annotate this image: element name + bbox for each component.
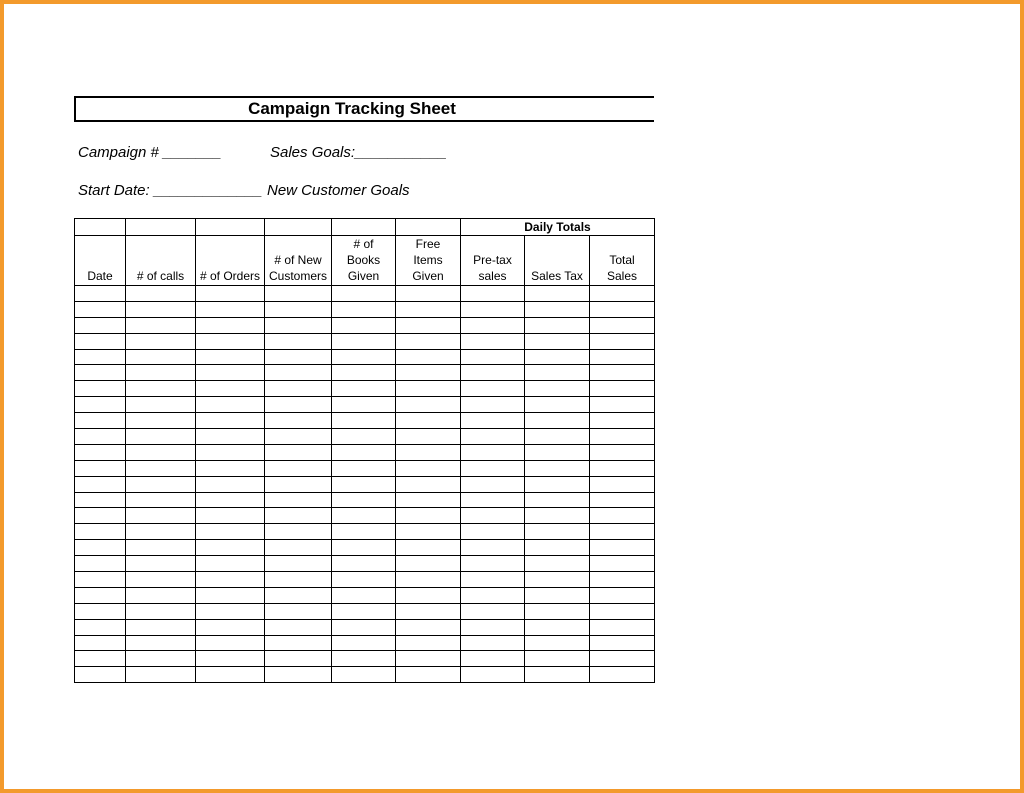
table-cell[interactable] bbox=[461, 349, 525, 365]
table-cell[interactable] bbox=[75, 349, 126, 365]
table-cell[interactable] bbox=[265, 429, 332, 445]
table-cell[interactable] bbox=[396, 540, 461, 556]
table-cell[interactable] bbox=[265, 301, 332, 317]
table-cell[interactable] bbox=[196, 476, 265, 492]
column-header-label: # of Orders bbox=[199, 269, 261, 283]
table-cell[interactable] bbox=[265, 286, 332, 302]
table-cell[interactable] bbox=[265, 365, 332, 381]
table-cell[interactable] bbox=[590, 540, 655, 556]
table-cell[interactable] bbox=[332, 619, 396, 635]
column-header-label: Date bbox=[87, 269, 113, 283]
table-cell[interactable] bbox=[126, 397, 196, 413]
table-cell[interactable] bbox=[196, 603, 265, 619]
table-row bbox=[75, 444, 655, 460]
table-cell[interactable] bbox=[332, 556, 396, 572]
table-cell[interactable] bbox=[396, 587, 461, 603]
table-cell[interactable] bbox=[525, 286, 590, 302]
table-cell[interactable] bbox=[126, 540, 196, 556]
column-header-label: # of Books Given bbox=[346, 237, 381, 283]
table-cell[interactable] bbox=[126, 635, 196, 651]
table-cell[interactable] bbox=[525, 556, 590, 572]
table-cell[interactable] bbox=[196, 508, 265, 524]
table-cell[interactable] bbox=[590, 349, 655, 365]
table-cell[interactable] bbox=[396, 556, 461, 572]
table-cell[interactable] bbox=[461, 365, 525, 381]
table-cell[interactable] bbox=[196, 540, 265, 556]
table-cell[interactable] bbox=[332, 667, 396, 683]
column-header-label: Pre-tax sales bbox=[473, 253, 512, 283]
table-cell[interactable] bbox=[461, 556, 525, 572]
table-cell[interactable] bbox=[196, 444, 265, 460]
table-cell[interactable] bbox=[396, 429, 461, 445]
table-cell[interactable] bbox=[525, 444, 590, 460]
table-cell[interactable] bbox=[590, 317, 655, 333]
table-cell[interactable] bbox=[332, 365, 396, 381]
table-cell[interactable] bbox=[461, 667, 525, 683]
group-header-row bbox=[75, 219, 655, 236]
table-cell[interactable] bbox=[525, 413, 590, 429]
table-cell[interactable] bbox=[265, 413, 332, 429]
table-cell[interactable] bbox=[126, 413, 196, 429]
table-cell[interactable] bbox=[196, 460, 265, 476]
table-row bbox=[75, 476, 655, 492]
table-cell[interactable] bbox=[461, 619, 525, 635]
table-cell[interactable] bbox=[265, 476, 332, 492]
table-cell[interactable] bbox=[396, 286, 461, 302]
table-cell[interactable] bbox=[590, 587, 655, 603]
table-cell[interactable] bbox=[196, 619, 265, 635]
table-cell[interactable] bbox=[126, 492, 196, 508]
table-row bbox=[75, 317, 655, 333]
column-header-pretax-sales bbox=[461, 236, 525, 286]
table-cell[interactable] bbox=[590, 651, 655, 667]
column-header-row bbox=[75, 236, 655, 286]
table-cell[interactable] bbox=[525, 349, 590, 365]
table-cell bbox=[75, 219, 126, 236]
table-cell[interactable] bbox=[196, 381, 265, 397]
table-cell[interactable] bbox=[461, 286, 525, 302]
table-row bbox=[75, 333, 655, 349]
table-cell[interactable] bbox=[461, 429, 525, 445]
table-cell[interactable] bbox=[126, 508, 196, 524]
table-cell[interactable] bbox=[126, 476, 196, 492]
column-header-calls bbox=[126, 236, 196, 286]
table-cell[interactable] bbox=[396, 651, 461, 667]
table-cell[interactable] bbox=[461, 381, 525, 397]
table-cell[interactable] bbox=[332, 413, 396, 429]
table-cell[interactable] bbox=[461, 635, 525, 651]
table-cell[interactable] bbox=[265, 572, 332, 588]
table-cell[interactable] bbox=[126, 667, 196, 683]
table-cell[interactable] bbox=[126, 333, 196, 349]
table-cell[interactable] bbox=[396, 667, 461, 683]
table-cell[interactable] bbox=[525, 333, 590, 349]
table-cell[interactable] bbox=[75, 587, 126, 603]
table-cell[interactable] bbox=[396, 301, 461, 317]
table-cell[interactable] bbox=[590, 286, 655, 302]
table-cell[interactable] bbox=[461, 413, 525, 429]
table-cell[interactable] bbox=[590, 301, 655, 317]
table-cell[interactable] bbox=[196, 667, 265, 683]
table-row bbox=[75, 508, 655, 524]
table-cell[interactable] bbox=[525, 651, 590, 667]
table-cell[interactable] bbox=[396, 381, 461, 397]
table-cell[interactable] bbox=[590, 429, 655, 445]
table-cell[interactable] bbox=[126, 619, 196, 635]
table-cell[interactable] bbox=[590, 397, 655, 413]
column-header-new-customers bbox=[265, 236, 332, 286]
table-cell[interactable] bbox=[126, 381, 196, 397]
table-cell[interactable] bbox=[196, 286, 265, 302]
table-cell[interactable] bbox=[196, 572, 265, 588]
table-cell[interactable] bbox=[265, 397, 332, 413]
table-cell[interactable] bbox=[332, 587, 396, 603]
table-row bbox=[75, 365, 655, 381]
table-row bbox=[75, 349, 655, 365]
table-cell[interactable] bbox=[75, 397, 126, 413]
table-cell[interactable] bbox=[75, 572, 126, 588]
table-cell[interactable] bbox=[590, 603, 655, 619]
campaign-number-field[interactable]: Campaign # _______ bbox=[78, 144, 222, 161]
table-cell[interactable] bbox=[396, 444, 461, 460]
table-cell[interactable] bbox=[525, 508, 590, 524]
table-cell[interactable] bbox=[396, 349, 461, 365]
table-cell[interactable] bbox=[461, 508, 525, 524]
table-cell[interactable] bbox=[75, 635, 126, 651]
table-cell[interactable] bbox=[265, 667, 332, 683]
table-cell[interactable] bbox=[590, 492, 655, 508]
column-header-label: # of calls bbox=[136, 269, 185, 283]
table-cell[interactable] bbox=[396, 524, 461, 540]
table-cell[interactable] bbox=[332, 397, 396, 413]
table-cell[interactable] bbox=[75, 476, 126, 492]
table-cell[interactable] bbox=[332, 317, 396, 333]
table-cell[interactable] bbox=[461, 476, 525, 492]
table-cell[interactable] bbox=[332, 349, 396, 365]
table-cell[interactable] bbox=[332, 444, 396, 460]
column-header-label: Free Items Given bbox=[412, 237, 444, 283]
table-cell[interactable] bbox=[196, 349, 265, 365]
column-header-total-sales bbox=[590, 236, 655, 286]
table-cell[interactable] bbox=[75, 429, 126, 445]
sales-goals-field[interactable]: Sales Goals:___________ bbox=[270, 144, 447, 161]
table-cell[interactable] bbox=[525, 635, 590, 651]
table-cell[interactable] bbox=[525, 524, 590, 540]
table-cell[interactable] bbox=[126, 286, 196, 302]
table-cell[interactable] bbox=[396, 476, 461, 492]
table-cell[interactable] bbox=[396, 365, 461, 381]
table-cell[interactable] bbox=[525, 603, 590, 619]
column-header-sales-tax bbox=[525, 236, 590, 286]
table-row bbox=[75, 397, 655, 413]
table-cell[interactable] bbox=[396, 413, 461, 429]
table-cell[interactable] bbox=[332, 635, 396, 651]
table-cell[interactable] bbox=[396, 397, 461, 413]
table-cell[interactable] bbox=[265, 492, 332, 508]
table-cell bbox=[196, 219, 265, 236]
table-cell[interactable] bbox=[461, 333, 525, 349]
table-cell[interactable] bbox=[332, 572, 396, 588]
table-cell[interactable] bbox=[265, 381, 332, 397]
table-cell[interactable] bbox=[525, 619, 590, 635]
column-header-books-given bbox=[332, 236, 396, 286]
table-row bbox=[75, 572, 655, 588]
table-cell[interactable] bbox=[75, 301, 126, 317]
table-cell[interactable] bbox=[332, 460, 396, 476]
table-cell[interactable] bbox=[126, 444, 196, 460]
table-cell[interactable] bbox=[126, 603, 196, 619]
table-cell[interactable] bbox=[196, 413, 265, 429]
table-cell[interactable] bbox=[590, 524, 655, 540]
table-cell[interactable] bbox=[332, 381, 396, 397]
table-cell[interactable] bbox=[590, 556, 655, 572]
table-cell[interactable] bbox=[196, 301, 265, 317]
table-row bbox=[75, 524, 655, 540]
table-cell bbox=[332, 219, 396, 236]
table-cell[interactable] bbox=[461, 587, 525, 603]
table-cell[interactable] bbox=[196, 635, 265, 651]
table-cell[interactable] bbox=[265, 651, 332, 667]
table-cell[interactable] bbox=[590, 476, 655, 492]
table-cell[interactable] bbox=[590, 667, 655, 683]
table-cell[interactable] bbox=[396, 603, 461, 619]
table-cell[interactable] bbox=[590, 572, 655, 588]
table-cell[interactable] bbox=[590, 333, 655, 349]
table-cell[interactable] bbox=[332, 540, 396, 556]
table-cell[interactable] bbox=[265, 556, 332, 572]
table-cell[interactable] bbox=[75, 540, 126, 556]
table-cell[interactable] bbox=[126, 651, 196, 667]
table-cell[interactable] bbox=[196, 492, 265, 508]
table-cell bbox=[265, 219, 332, 236]
table-row bbox=[75, 619, 655, 635]
table-cell[interactable] bbox=[525, 667, 590, 683]
table-row bbox=[75, 635, 655, 651]
table-cell[interactable] bbox=[525, 476, 590, 492]
table-cell[interactable] bbox=[332, 508, 396, 524]
table-cell[interactable] bbox=[75, 667, 126, 683]
table-cell[interactable] bbox=[525, 365, 590, 381]
table-cell[interactable] bbox=[75, 524, 126, 540]
table-cell[interactable] bbox=[525, 572, 590, 588]
column-header-free-items bbox=[396, 236, 461, 286]
table-cell[interactable] bbox=[525, 429, 590, 445]
table-cell[interactable] bbox=[265, 333, 332, 349]
table-cell[interactable] bbox=[196, 429, 265, 445]
title-bar bbox=[74, 96, 654, 122]
table-cell[interactable] bbox=[265, 460, 332, 476]
table-cell[interactable] bbox=[396, 333, 461, 349]
table-cell[interactable] bbox=[461, 444, 525, 460]
table-row bbox=[75, 603, 655, 619]
table-cell[interactable] bbox=[590, 619, 655, 635]
table-cell[interactable] bbox=[75, 603, 126, 619]
table-cell[interactable] bbox=[265, 619, 332, 635]
table-cell[interactable] bbox=[196, 365, 265, 381]
table-cell[interactable] bbox=[461, 317, 525, 333]
table-cell[interactable] bbox=[75, 492, 126, 508]
table-cell[interactable] bbox=[265, 317, 332, 333]
table-cell[interactable] bbox=[196, 317, 265, 333]
table-cell[interactable] bbox=[461, 301, 525, 317]
table-cell[interactable] bbox=[75, 508, 126, 524]
table-cell[interactable] bbox=[590, 460, 655, 476]
table-cell[interactable] bbox=[265, 524, 332, 540]
table-cell[interactable] bbox=[126, 460, 196, 476]
table-cell[interactable] bbox=[196, 333, 265, 349]
table-cell[interactable] bbox=[75, 556, 126, 572]
table-row bbox=[75, 301, 655, 317]
table-row bbox=[75, 651, 655, 667]
table-cell[interactable] bbox=[332, 429, 396, 445]
table-row bbox=[75, 460, 655, 476]
daily-totals-header: Daily Totals bbox=[461, 219, 655, 236]
column-header-label: Sales Tax bbox=[531, 269, 583, 283]
table-row bbox=[75, 540, 655, 556]
table-cell[interactable] bbox=[126, 365, 196, 381]
table-cell[interactable] bbox=[75, 413, 126, 429]
table-cell[interactable] bbox=[265, 635, 332, 651]
table-cell[interactable] bbox=[75, 365, 126, 381]
column-header-label: # of New Customers bbox=[268, 253, 327, 283]
table-cell[interactable] bbox=[126, 349, 196, 365]
table-cell[interactable] bbox=[332, 301, 396, 317]
table-cell[interactable] bbox=[590, 444, 655, 460]
start-date-field[interactable]: Start Date: _____________ bbox=[78, 182, 263, 199]
table-cell[interactable] bbox=[75, 333, 126, 349]
table-cell[interactable] bbox=[396, 619, 461, 635]
table-cell[interactable] bbox=[525, 317, 590, 333]
table-cell[interactable] bbox=[126, 587, 196, 603]
column-header-label: Total Sales bbox=[606, 253, 638, 283]
table-cell[interactable] bbox=[590, 508, 655, 524]
table-cell[interactable] bbox=[396, 317, 461, 333]
table-cell bbox=[126, 219, 196, 236]
table-cell[interactable] bbox=[126, 572, 196, 588]
column-header-orders bbox=[196, 236, 265, 286]
table-cell bbox=[396, 219, 461, 236]
table-cell[interactable] bbox=[265, 508, 332, 524]
table-cell[interactable] bbox=[75, 286, 126, 302]
table-cell[interactable] bbox=[126, 524, 196, 540]
table-row bbox=[75, 667, 655, 683]
table-row bbox=[75, 286, 655, 302]
table-cell[interactable] bbox=[332, 524, 396, 540]
table-cell[interactable] bbox=[590, 381, 655, 397]
table-cell[interactable] bbox=[75, 317, 126, 333]
table-cell[interactable] bbox=[196, 651, 265, 667]
table-cell[interactable] bbox=[126, 301, 196, 317]
table-row bbox=[75, 381, 655, 397]
table-cell[interactable] bbox=[461, 524, 525, 540]
table-cell[interactable] bbox=[590, 635, 655, 651]
table-cell[interactable] bbox=[332, 333, 396, 349]
table-cell[interactable] bbox=[265, 587, 332, 603]
sheet-title: Campaign Tracking Sheet bbox=[248, 99, 456, 118]
table-cell[interactable] bbox=[525, 397, 590, 413]
table-row bbox=[75, 413, 655, 429]
table-cell[interactable] bbox=[126, 429, 196, 445]
table-cell[interactable] bbox=[196, 556, 265, 572]
table-cell[interactable] bbox=[461, 460, 525, 476]
tracking-table bbox=[74, 218, 655, 683]
table-row bbox=[75, 587, 655, 603]
table-cell[interactable] bbox=[75, 460, 126, 476]
table-row bbox=[75, 556, 655, 572]
table-cell[interactable] bbox=[75, 619, 126, 635]
table-cell[interactable] bbox=[525, 492, 590, 508]
table-cell[interactable] bbox=[126, 317, 196, 333]
table-cell[interactable] bbox=[75, 651, 126, 667]
table-cell[interactable] bbox=[525, 301, 590, 317]
table-cell[interactable] bbox=[590, 413, 655, 429]
table-cell[interactable] bbox=[396, 492, 461, 508]
table-cell[interactable] bbox=[265, 540, 332, 556]
table-cell[interactable] bbox=[265, 603, 332, 619]
table-cell[interactable] bbox=[525, 460, 590, 476]
table-cell[interactable] bbox=[332, 492, 396, 508]
table-cell[interactable] bbox=[196, 587, 265, 603]
table-cell[interactable] bbox=[265, 444, 332, 460]
table-cell[interactable] bbox=[461, 603, 525, 619]
table-cell[interactable] bbox=[396, 572, 461, 588]
table-cell[interactable] bbox=[461, 540, 525, 556]
table-cell[interactable] bbox=[461, 492, 525, 508]
table-cell[interactable] bbox=[590, 365, 655, 381]
table-cell[interactable] bbox=[196, 397, 265, 413]
table-row bbox=[75, 429, 655, 445]
table-cell[interactable] bbox=[75, 381, 126, 397]
table-cell[interactable] bbox=[525, 540, 590, 556]
table-cell[interactable] bbox=[332, 603, 396, 619]
table-cell[interactable] bbox=[396, 635, 461, 651]
table-cell[interactable] bbox=[75, 444, 126, 460]
new-customer-goals-field[interactable]: New Customer Goals bbox=[267, 182, 410, 199]
table-cell[interactable] bbox=[126, 556, 196, 572]
table-cell[interactable] bbox=[196, 524, 265, 540]
table-row bbox=[75, 492, 655, 508]
table-cell[interactable] bbox=[525, 587, 590, 603]
table-cell[interactable] bbox=[265, 349, 332, 365]
table-cell[interactable] bbox=[461, 651, 525, 667]
table-cell[interactable] bbox=[332, 651, 396, 667]
table-cell[interactable] bbox=[396, 508, 461, 524]
table-cell[interactable] bbox=[332, 286, 396, 302]
table-cell[interactable] bbox=[525, 381, 590, 397]
table-cell[interactable] bbox=[461, 397, 525, 413]
table-cell[interactable] bbox=[396, 460, 461, 476]
table-cell[interactable] bbox=[332, 476, 396, 492]
table-cell[interactable] bbox=[461, 572, 525, 588]
column-header-date bbox=[75, 236, 126, 286]
